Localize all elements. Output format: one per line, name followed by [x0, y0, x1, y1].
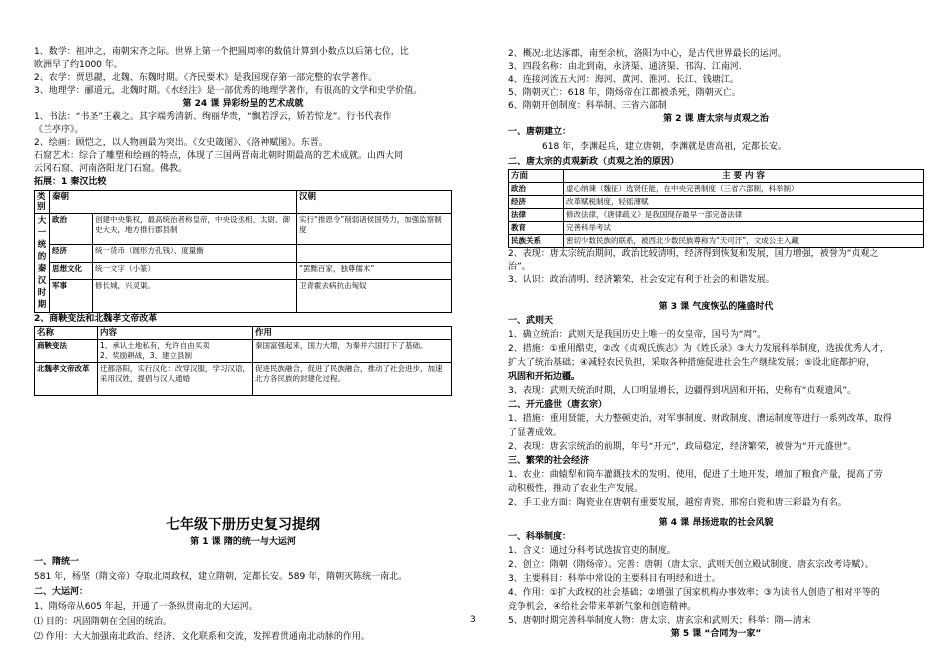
qinhan-header-qin: 秦朝 [50, 191, 297, 214]
tang-founding-text: 618 年，李渊起兵，建立唐朝，李渊就是唐高祖，定都长安。 [542, 142, 788, 152]
reform-header-name: 名称 [35, 327, 98, 340]
text-line: 2、手工业方面：陶瓷业在唐朝有重要发展，越窑青瓷、邢窑白瓷和唐三彩最为有名。 [508, 498, 847, 508]
text-line: 2、概况:北达涿郡，南至余杭，洛阳为中心，是古代世界最长的运河。 [508, 49, 787, 59]
text-line: 三、繁荣的社会经济 [508, 456, 590, 466]
zhenguan-row-content: 改革赋税制度，轻徭薄赋 [564, 196, 924, 209]
zhenguan-row-content: 完善科举考试 [564, 222, 924, 235]
text-line: 3、认识：政治清明、经济繁荣，社会安定有利于社会的和谐发展。 [508, 275, 775, 285]
qinhan-row-han: 卫青霍去病抗击匈奴 [297, 280, 452, 313]
qinhan-row-qin: 统一货币（圆形方孔钱）、度量衡 [93, 245, 297, 263]
text-line: 5、隋朝灭亡：618 年，隋炀帝在江都被杀死，隋朝灭亡。 [508, 88, 741, 98]
canal-section [508, 48, 924, 113]
qinhan-row-cat: 思想文化 [50, 262, 93, 280]
text-line: 2、表现：唐玄宗统治的前期，年号“开元”，政局稳定，经济繁荣，被誉为“开元盛世”。 [508, 442, 857, 452]
lesson-3-section [508, 314, 924, 510]
page-number: 3 [470, 615, 476, 625]
art-section [34, 111, 452, 176]
text-line: ⑵ 作用：大大加强南北政治、经济、文化联系和交流，发挥着贯通南北动脉的作用。 [34, 632, 370, 642]
text-line: 4、连接河流五大河：海河、黄河、淮河、长江、钱塘江。 [508, 75, 739, 85]
text-line: 2、绘画：顾恺之，以人物画最为突出。《女史箴图》、《洛神赋图》。东晋。 [34, 138, 328, 148]
zhenguan-row-aspect: 政治 [509, 183, 564, 196]
text-line: 2、表现：唐太宗统治期间，政治比较清明，经济得到恢复和发展，国力增强，被誉为“贞观之 [508, 249, 879, 259]
text-line: 2、农学：贾思勰，北魏、东魏时期。《齐民要术》是我国现存第一部完整的农学著作。 [34, 73, 378, 83]
text-line: 欧洲早了约1000 年。 [34, 60, 123, 70]
qinhan-row-qin: 统一文字（小篆） [93, 262, 297, 280]
zhenguan-header-aspect: 方面 [509, 170, 564, 183]
zhenguan-title: 二、唐太宗的贞观新政（贞观之治的原因） [508, 157, 680, 167]
qinhan-header-category: 类别 [35, 191, 50, 214]
text-line: 了显著成效。 [508, 428, 563, 438]
zhenguan-row-aspect: 民族关系 [509, 235, 564, 248]
text-line: 云冈石窟、河南洛阳龙门石窟。佛教。 [34, 164, 188, 174]
reform-row-effect: 秦国富强起来，国力大增，为秦并六国打下了基础。 [253, 340, 452, 363]
zhenguan-table [508, 169, 924, 248]
text-line: 3、四段名称：由北到南，永济渠、通济渠、邗沟、江南河. [508, 62, 742, 72]
zhenguan-row-aspect: 法律 [509, 209, 564, 222]
qinhan-row-cat: 经济 [50, 245, 93, 263]
reform-row-effect: 促进民族融合，促进了民族融合，推动了社会进步，加速北方各民族的封建化过程。 [253, 363, 452, 396]
text-line: 1、措施：重用贤能，大力整顿吏治，对军事制度、财政制度、漕运制度等进行一系列改革，取得 [508, 414, 892, 424]
reform-row-content: 1、承认土地私有，允许自由买卖 2、奖励耕战，3、建立县制 [98, 340, 253, 363]
text-line: 1、含义：通过分科考试选拔官吏的制度。 [508, 546, 676, 556]
text-line: 4、作用：①扩大政权的社会基础；②增强了国家机构办事效率；③为读书人创造了相对平等的 [508, 588, 880, 598]
text-line: 动积极性，推动了农业生产发展。 [508, 484, 644, 494]
zhenguan-row [509, 235, 924, 248]
lesson-24-title: 第 24 课 异彩纷呈的艺术成就 [182, 99, 304, 109]
text-line: ⑴ 目的：巩固隋朝在全国的统治。 [34, 617, 172, 627]
zhenguan-row [509, 183, 924, 196]
reform-row-content: 迁都洛阳，实行汉化：改穿汉服，学习汉语，采用汉姓，提倡与汉人通婚 [98, 363, 253, 396]
text-line: 一、科举制度： [508, 532, 572, 542]
text-line: 竞争机会，④给社会带来革新气象和创造精神。 [508, 602, 697, 612]
qinhan-row-han [297, 245, 452, 263]
qinhan-header-han: 汉朝 [297, 191, 452, 214]
text-line: 一、武则天 [508, 316, 554, 326]
text-line: 《兰亭序》。 [34, 125, 84, 135]
reform-title: 2、商鞅变法和北魏孝文帝改革 [34, 314, 158, 324]
zhenguan-row-content: 虚心纳谏（魏征）选贤任能，在中央完善制度（三省六部制，科举制） [564, 183, 924, 196]
zhenguan-row [509, 196, 924, 209]
text-line: 巩固和开拓边疆。 [508, 372, 581, 382]
qinhan-row-qin: 修长城，兴灵渠。 [93, 280, 297, 313]
text-line: 扩大了统治基础；④减轻农民负担，采取各种措施促进社会生产继续发展；⑤设北庭都护府， [508, 358, 876, 368]
text-line: 二、大运河： [34, 587, 89, 597]
text-line: 6、隋朝开创制度：科举制、三省六部制 [508, 101, 667, 111]
text-line: 1、隋炀帝从605 年起，开通了一条纵贯南北的大运河。 [34, 602, 258, 612]
qin-han-table [34, 190, 452, 313]
reform-header-content: 内容 [98, 327, 253, 340]
zhenguan-row-aspect: 教育 [509, 222, 564, 235]
lesson-5-title: 第 5 课 “合同为一家” [670, 629, 762, 639]
text-line: 2、措施：①重用酷吏，②改《贞观氏族志》为《姓氏录》③大力发展科举制度，选拔优秀人才， [508, 344, 889, 354]
text-line: 1、书法：“书圣”王羲之。其字端秀清新、绚丽华贵，“飘若浮云，矫若惊龙”。行书代表作 [34, 112, 392, 122]
text-line: 1、确立统治：武则天是我国历史上唯一的女皇帝，国号为“周”。 [508, 330, 767, 340]
tang-founding-title: 一、唐朝建立： [508, 127, 572, 137]
reform-table [34, 326, 452, 396]
lesson-4-section [508, 530, 924, 628]
zhenguan-row-content: 密切少数民族的联系，被西北少数民族尊称为“天可汗”，文成公主入藏 [564, 235, 924, 248]
text-line: 5、唐朝时期完善科举制度人物：唐太宗、唐玄宗和武则天；科举：隋—清末 [508, 616, 811, 626]
zhenguan-row [509, 209, 924, 222]
reform-row-name: 商鞅变法 [35, 340, 98, 363]
text-line: 581 年，杨坚（隋文帝）夺取北周政权，建立隋朝，定都长安。589 年，隋朝灭陈统一南北。 [34, 572, 408, 582]
reform-header-effect: 作用 [253, 327, 452, 340]
qinhan-row-qin: 创建中央集权，最高统治者称皇帝，中央设丞相、太尉、御史大夫，地方推行郡县制 [93, 214, 297, 245]
text-line: 2、创立：隋朝（隋炀帝）。完善：唐朝（唐太宗、武则天创立殿试制度、唐玄宗改考诗赋）。 [508, 560, 874, 570]
qinhan-group-label: 大一统的秦汉时期 [35, 214, 50, 313]
text-line: 1、农业：曲辕犁和筒车灌溉技术的发明、使用，促进了土地开发，增加了粮食产量，提高了劳 [508, 470, 883, 480]
qinhan-row-han: 实行“推恩令”削弱诸侯国势力，加强监察制度 [297, 214, 452, 245]
zhenguan-summary [508, 248, 924, 287]
zhenguan-header-content: 主 要 内 容 [564, 170, 924, 183]
text-line: 3、主要科目：科举中常设的主要科目有明经和进士。 [508, 574, 721, 584]
qinhan-row-cat: 军事 [50, 280, 93, 313]
science-section [34, 46, 452, 98]
text-line: 1、数学：祖冲之，南朝宋齐之际。世界上第一个把圆周率的数值计算到小数点以后第七位，比 [34, 47, 409, 57]
qinhan-row-han: “罢黜百家，独尊儒术” [297, 262, 452, 280]
zhenguan-row [509, 222, 924, 235]
lesson-1-title: 第 1 课 隋的统一与大运河 [190, 537, 296, 547]
reform-row-name: 北魏孝文帝改革 [35, 363, 98, 396]
text-line: 3、表现：武则天统治时期，人口明显增长，边疆得到巩固和开拓，史称有“贞观遗风”。 [508, 386, 857, 396]
left-column [34, 0, 452, 645]
right-column [508, 0, 924, 641]
lesson-4-title: 第 4 课 昂扬进取的社会风貌 [658, 518, 774, 528]
text-line: 治”。 [508, 262, 531, 272]
lesson-3-title: 第 3 课 气度恢弘的隆盛时代 [658, 302, 774, 312]
text-line: 石窟艺术：综合了雕塑和绘画的特点，体现了三国两晋南北朝时期最高的艺术成就。山西大同 [34, 151, 404, 161]
text-line: 二、开元盛世（唐玄宗） [508, 400, 608, 410]
text-line: 一、隋统一 [34, 557, 80, 567]
zhenguan-row-aspect: 经济 [509, 196, 564, 209]
text-line: 3、地理学：郦道元，北魏时期。《水经注》是一部优秀的地理学著作，有很高的文学和史学价值。 [34, 86, 423, 96]
extension-title: 拓展：1 秦汉比较 [34, 177, 107, 187]
zhenguan-row-content: 修改法律，《唐律疏义》是我国现存最早一部完备法律 [564, 209, 924, 222]
lesson-2-title: 第 2 课 唐太宗与贞观之治 [663, 114, 769, 124]
qinhan-row-cat: 政治 [50, 214, 93, 245]
document-title: 七年级下册历史复习提纲 [166, 517, 320, 533]
sui-section [34, 555, 452, 645]
